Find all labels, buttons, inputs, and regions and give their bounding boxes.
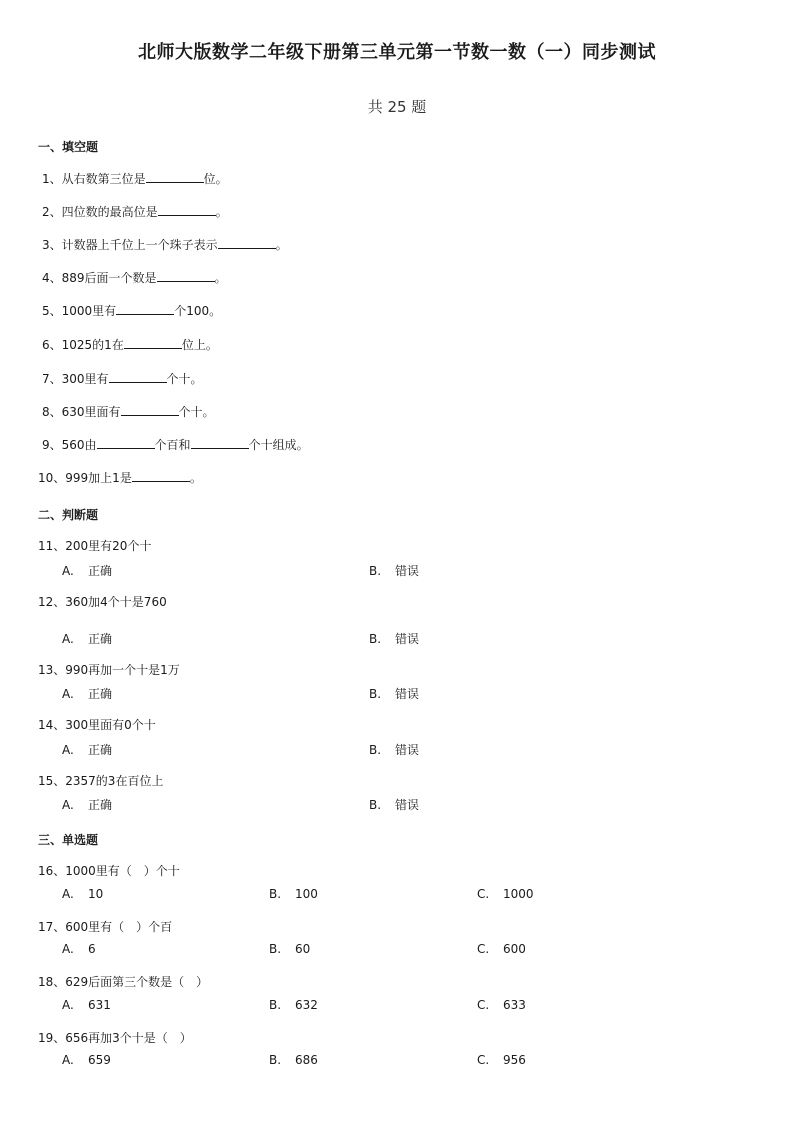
option-a[interactable]: A. 659 <box>62 1053 111 1067</box>
section-heading-fill: 一、填空题 <box>38 140 99 154</box>
option-a[interactable]: A. 631 <box>62 998 111 1012</box>
answer-blank[interactable] <box>124 338 182 349</box>
option-b[interactable]: B. 错误 <box>369 687 420 701</box>
option-b[interactable]: B. 错误 <box>369 743 420 757</box>
option-b[interactable]: B. 100 <box>269 887 318 901</box>
judge-question: 13、990再加一个十是1万 <box>38 663 180 677</box>
option-b[interactable]: B. 错误 <box>369 564 420 578</box>
option-a[interactable]: A. 6 <box>62 942 96 956</box>
option-b[interactable]: B. 60 <box>269 942 311 956</box>
section-heading-choice: 三、单选题 <box>38 833 99 847</box>
judge-question: 12、360加4个十是760 <box>38 595 167 609</box>
question-count: 共 25 题 <box>367 98 427 116</box>
fill-question: 2、四位数的最高位是 。 <box>42 205 228 219</box>
option-b[interactable]: B. 错误 <box>369 632 420 646</box>
answer-blank[interactable] <box>121 405 179 416</box>
option-a[interactable]: A. 正确 <box>62 564 113 578</box>
answer-blank[interactable] <box>191 438 249 449</box>
option-a[interactable]: A. 正确 <box>62 687 113 701</box>
fill-question: 8、630里面有 个十。 <box>42 405 215 419</box>
fill-question: 1、从右数第三位是 位。 <box>42 172 228 186</box>
option-b[interactable]: B. 错误 <box>369 798 420 812</box>
answer-blank[interactable] <box>158 205 216 216</box>
option-c[interactable]: C. 956 <box>477 1053 526 1067</box>
option-a[interactable]: A. 10 <box>62 887 104 901</box>
fill-question: 5、1000里有 个100。 <box>42 304 222 318</box>
fill-question: 4、889后面一个数是 。 <box>42 271 227 285</box>
option-c[interactable]: C. 1000 <box>477 887 534 901</box>
fill-question: 3、计数器上千位上一个珠子表示 。 <box>42 238 288 252</box>
fill-question: 9、560由 个百和 个十组成。 <box>42 438 309 452</box>
option-b[interactable]: B. 632 <box>269 998 318 1012</box>
option-a[interactable]: A. 正确 <box>62 798 113 812</box>
section-heading-judge: 二、判断题 <box>38 508 99 522</box>
page-title: 北师大版数学二年级下册第三单元第一节数一数（一）同步测试 <box>138 42 656 63</box>
option-c[interactable]: C. 600 <box>477 942 526 956</box>
answer-blank[interactable] <box>116 304 174 315</box>
option-a[interactable]: A. 正确 <box>62 632 113 646</box>
judge-question: 11、200里有20个十 <box>38 539 152 553</box>
option-c[interactable]: C. 633 <box>477 998 526 1012</box>
answer-blank[interactable] <box>146 172 204 183</box>
choice-question: 16、1000里有（ ）个十 <box>38 864 180 878</box>
choice-question: 18、629后面第三个数是（ ） <box>38 975 209 989</box>
fill-question: 6、1025的1在 位上。 <box>42 338 218 352</box>
answer-blank[interactable] <box>218 238 276 249</box>
fill-question: 10、999加上1是 。 <box>38 471 202 485</box>
judge-question: 15、2357的3在百位上 <box>38 774 164 788</box>
answer-blank[interactable] <box>132 471 190 482</box>
option-a[interactable]: A. 正确 <box>62 743 113 757</box>
judge-question: 14、300里面有0个十 <box>38 718 156 732</box>
choice-question: 19、656再加3个十是（ ） <box>38 1031 192 1045</box>
answer-blank[interactable] <box>109 372 167 383</box>
option-b[interactable]: B. 686 <box>269 1053 318 1067</box>
answer-blank[interactable] <box>157 271 215 282</box>
answer-blank[interactable] <box>97 438 155 449</box>
choice-question: 17、600里有（ ）个百 <box>38 920 173 934</box>
fill-question: 7、300里有 个十。 <box>42 372 203 386</box>
